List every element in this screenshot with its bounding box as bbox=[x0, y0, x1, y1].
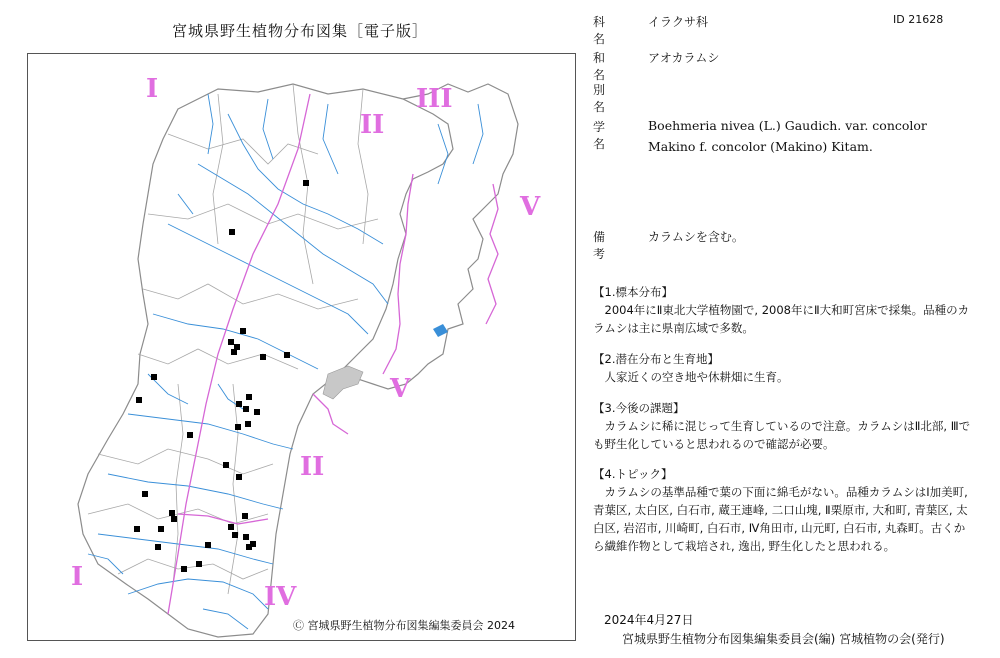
specimen-marker bbox=[151, 374, 157, 380]
specimen-marker bbox=[254, 409, 260, 415]
specimen-marker bbox=[158, 526, 164, 532]
specimen-marker bbox=[243, 406, 249, 412]
distribution-map bbox=[27, 53, 576, 641]
region-label-I-north: I bbox=[146, 74, 159, 104]
note-body: 人家近くの空き地や休耕畑に生育。 bbox=[604, 370, 789, 384]
specimen-marker bbox=[246, 394, 252, 400]
alias-label: 別名 bbox=[593, 83, 620, 114]
region-label-V-south: V bbox=[390, 374, 411, 404]
note-body: 2004年にⅡ東北大学植物園で, 2008年にⅡ大和町宮床で採集。品種のカラムシは主に県南広域で多数。 bbox=[593, 303, 970, 335]
specimen-marker bbox=[260, 354, 266, 360]
note-section-topic bbox=[593, 465, 973, 555]
map-copyright: Ⓒ 宮城県野生植物分布図集編集委員会 2024 bbox=[293, 619, 515, 632]
specimen-marker bbox=[235, 424, 241, 430]
region-label-II-north: II bbox=[360, 110, 385, 140]
prefecture-outline bbox=[78, 84, 453, 637]
specimen-marker bbox=[245, 421, 251, 427]
specimen-marker bbox=[232, 532, 238, 538]
specimen-marker bbox=[246, 544, 252, 550]
specimen-marker bbox=[169, 510, 175, 516]
specimen-marker bbox=[242, 513, 248, 519]
japanese-name-label: 和名 bbox=[593, 51, 620, 82]
specimen-marker bbox=[187, 432, 193, 438]
prefecture-map-svg bbox=[28, 54, 576, 641]
scientific-name-label: 学名 bbox=[593, 120, 620, 151]
scientific-name-value: Boehmeria nivea (L.) Gaudich. var. concolor Makino f. concolor (Makino) Kitam. bbox=[648, 118, 927, 154]
note-body: カラムシに稀に混じって生育しているので注意。カラムシはⅡ北部, Ⅲでも野生化していると思われるので確認が必要。 bbox=[593, 419, 971, 451]
specimen-marker bbox=[228, 339, 234, 345]
japanese-name-value: アオカラムシ bbox=[648, 51, 720, 65]
specimen-marker bbox=[236, 401, 242, 407]
note-section-future-issues bbox=[593, 399, 973, 453]
page-title: 宮城県野生植物分布図集［電子版］ bbox=[171, 22, 428, 40]
family-label: 科名 bbox=[593, 15, 620, 46]
specimen-marker bbox=[205, 542, 211, 548]
specimen-marker bbox=[228, 524, 234, 530]
region-label-III: III bbox=[416, 84, 453, 114]
lake bbox=[433, 324, 448, 337]
record-id: ID 21628 bbox=[893, 13, 944, 26]
note-body: カラムシの基準品種で葉の下面に綿毛がない。品種カラムシはⅠ加美町, 青葉区, 太白区, 白石市, 蔵王連峰, 二口山塊, Ⅱ栗原市, 大和町, 青葉区, 太白区, 岩沼市, 川崎町, 白石市, Ⅳ角田市, 山元町, 白石市, 丸森町。古くから繊維作物として栽培され, 逸出, 野生化したと思われる。 bbox=[593, 485, 968, 553]
specimen-marker bbox=[196, 561, 202, 567]
specimen-marker bbox=[243, 534, 249, 540]
remarks-value: カラムシを含む。 bbox=[648, 230, 744, 244]
note-heading: 【1.標本分布】 bbox=[593, 285, 673, 299]
specimen-marker bbox=[229, 229, 235, 235]
note-section-specimen-distribution bbox=[593, 283, 973, 337]
publication-date: 2024年4月27日 bbox=[604, 613, 694, 627]
publisher: 宮城県野生植物分布図集編集委員会(編) 宮城植物の会(発行) bbox=[622, 632, 945, 646]
specimen-marker bbox=[155, 544, 161, 550]
specimen-marker bbox=[223, 462, 229, 468]
region-label-V-east: V bbox=[520, 192, 541, 222]
specimen-marker bbox=[303, 180, 309, 186]
family-value: イラクサ科 bbox=[648, 15, 709, 29]
specimen-marker bbox=[236, 474, 242, 480]
specimen-marker bbox=[284, 352, 290, 358]
note-section-potential-habitat bbox=[593, 350, 973, 386]
remarks-label: 備考 bbox=[593, 230, 620, 261]
note-heading: 【4.トピック】 bbox=[593, 467, 673, 481]
specimen-marker bbox=[240, 328, 246, 334]
note-heading: 【3.今後の課題】 bbox=[593, 401, 685, 415]
specimen-marker bbox=[142, 491, 148, 497]
region-label-II-south: II bbox=[300, 452, 325, 482]
specimen-marker bbox=[231, 349, 237, 355]
region-label-I-south: I bbox=[71, 562, 84, 592]
specimen-marker bbox=[171, 516, 177, 522]
specimen-marker bbox=[181, 566, 187, 572]
region-label-IV: IV bbox=[264, 582, 297, 612]
specimen-marker bbox=[136, 397, 142, 403]
specimen-marker bbox=[134, 526, 140, 532]
note-heading: 【2.潜在分布と生育地】 bbox=[593, 352, 719, 366]
